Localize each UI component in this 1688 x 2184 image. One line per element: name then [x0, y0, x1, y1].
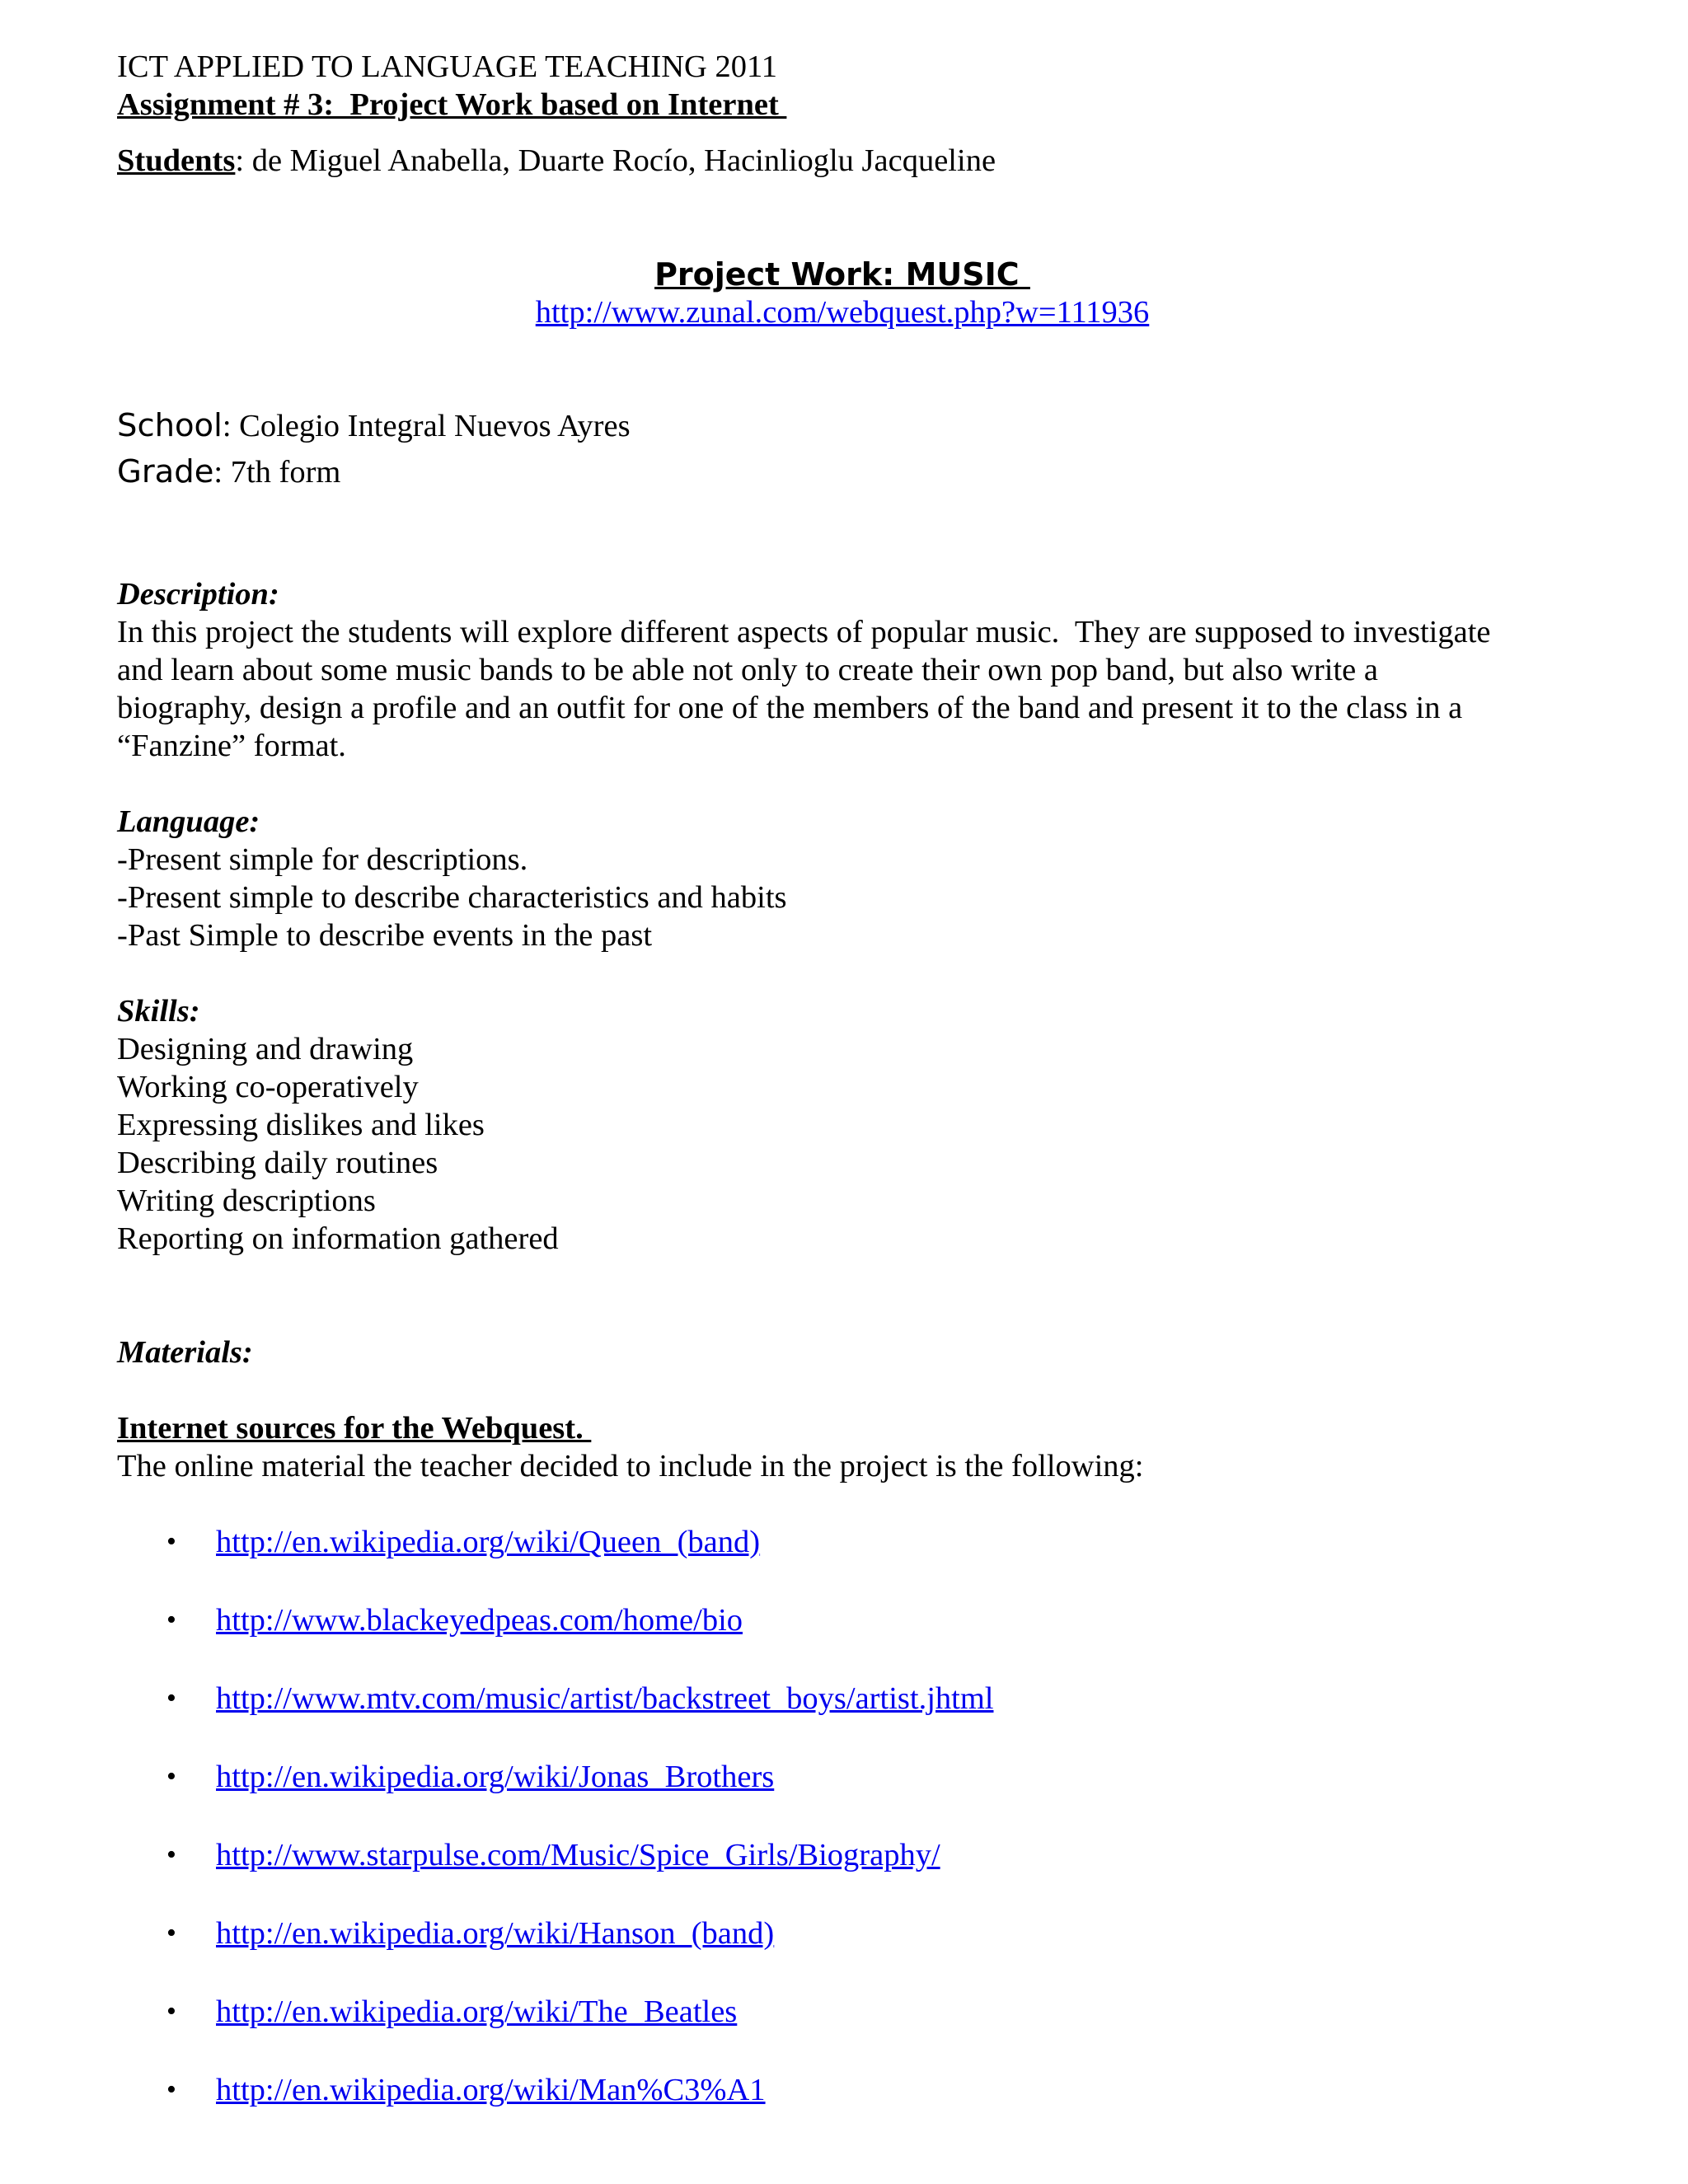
- grade-line: [117, 453, 1568, 491]
- sources-intro: The online material the teacher decided to include in the project is the following:: [117, 1449, 1144, 1483]
- spacer: [117, 180, 1568, 255]
- skills-item: Working co-operatively: [117, 1070, 419, 1104]
- skills-item: Designing and drawing: [117, 1032, 414, 1066]
- source-link-backstreet-boys[interactable]: http://www.mtv.com/music/artist/backstreet_boys/artist.jhtml: [216, 1681, 994, 1716]
- list-item: [117, 1523, 1568, 1561]
- skills-item: Reporting on information gathered: [117, 1221, 559, 1256]
- source-link-blackeyedpeas[interactable]: http://www.blackeyedpeas.com/home/bio: [216, 1603, 743, 1638]
- description-line: “Fanzine” format.: [117, 729, 346, 763]
- assignment-title: Assignment # 3: Project Work based on Internet: [117, 87, 787, 122]
- grade-value: : 7th form: [213, 455, 341, 490]
- school-line: [117, 407, 1568, 445]
- bullet-icon: •: [166, 1918, 176, 1948]
- spacer: [117, 765, 1568, 803]
- school-label: School: [117, 407, 223, 444]
- source-link-queen[interactable]: http://en.wikipedia.org/wiki/Queen_(band): [216, 1525, 761, 1559]
- project-heading: [117, 255, 1568, 331]
- students-value: : de Miguel Anabella, Duarte Rocío, Hacinlioglu Jacqueline: [235, 143, 996, 178]
- language-item: -Present simple to describe characteristics and habits: [117, 880, 787, 915]
- list-item: [117, 1915, 1568, 1952]
- bullet-icon: •: [166, 2074, 176, 2105]
- sources-list: [117, 1523, 1568, 2109]
- list-item: [117, 2071, 1568, 2109]
- list-item: [117, 1601, 1568, 1639]
- source-link-jonas-brothers[interactable]: http://en.wikipedia.org/wiki/Jonas_Brothers: [216, 1760, 775, 1794]
- course-title: ICT APPLIED TO LANGUAGE TEACHING 2011: [117, 49, 778, 84]
- bullet-icon: •: [166, 1840, 176, 1870]
- project-title: Project Work: MUSIC: [654, 256, 1030, 293]
- language-item: -Present simple for descriptions.: [117, 842, 528, 877]
- skills-item: Expressing dislikes and likes: [117, 1108, 485, 1142]
- language-item: -Past Simple to describe events in the past: [117, 918, 653, 953]
- description-line: and learn about some music bands to be able not only to create their own pop band, but also write a: [117, 653, 1378, 687]
- description-heading: Description:: [117, 577, 279, 612]
- materials-heading: Materials:: [117, 1335, 253, 1370]
- source-link-spice-girls[interactable]: http://www.starpulse.com/Music/Spice_Girls/Biography/: [216, 1838, 940, 1872]
- document-page: [117, 48, 1568, 2149]
- list-item: [117, 1993, 1568, 2031]
- language-heading: Language:: [117, 804, 260, 839]
- list-item: [117, 1836, 1568, 1874]
- students-label: Students: [117, 143, 236, 178]
- source-link-hanson[interactable]: http://en.wikipedia.org/wiki/Hanson_(band): [216, 1916, 775, 1951]
- bullet-icon: •: [166, 1526, 176, 1557]
- skills-item: Writing descriptions: [117, 1183, 376, 1218]
- source-link-mana[interactable]: http://en.wikipedia.org/wiki/Man%C3%A1: [216, 2073, 766, 2107]
- spacer: [117, 954, 1568, 992]
- spacer: [117, 331, 1568, 407]
- description-line: In this project the students will explore different aspects of popular music. They are supposed to investigate: [117, 615, 1491, 649]
- spacer: [117, 1485, 1568, 1523]
- bullet-icon: •: [166, 1996, 176, 2027]
- skills-item: Describing daily routines: [117, 1146, 438, 1180]
- list-item: [117, 1758, 1568, 1796]
- students-line: [117, 142, 1568, 180]
- project-url-link[interactable]: http://www.zunal.com/webquest.php?w=111936: [535, 295, 1150, 330]
- bullet-icon: •: [166, 1605, 176, 1635]
- description-line: biography, design a profile and an outfit for one of the members of the band and present it to the class in a: [117, 691, 1463, 725]
- spacer: [117, 124, 1568, 142]
- bullet-icon: •: [166, 1761, 176, 1792]
- skills-heading: Skills:: [117, 994, 200, 1029]
- list-item: [117, 1680, 1568, 1718]
- spacer: [117, 1371, 1568, 1409]
- school-value: : Colegio Integral Nuevos Ayres: [222, 409, 631, 443]
- bullet-icon: •: [166, 1683, 176, 1713]
- source-link-beatles[interactable]: http://en.wikipedia.org/wiki/The_Beatles: [216, 1994, 738, 2029]
- spacer: [117, 491, 1568, 567]
- grade-label: Grade: [117, 453, 214, 490]
- sources-heading: Internet sources for the Webquest.: [117, 1411, 592, 1446]
- spacer: [117, 1258, 1568, 1333]
